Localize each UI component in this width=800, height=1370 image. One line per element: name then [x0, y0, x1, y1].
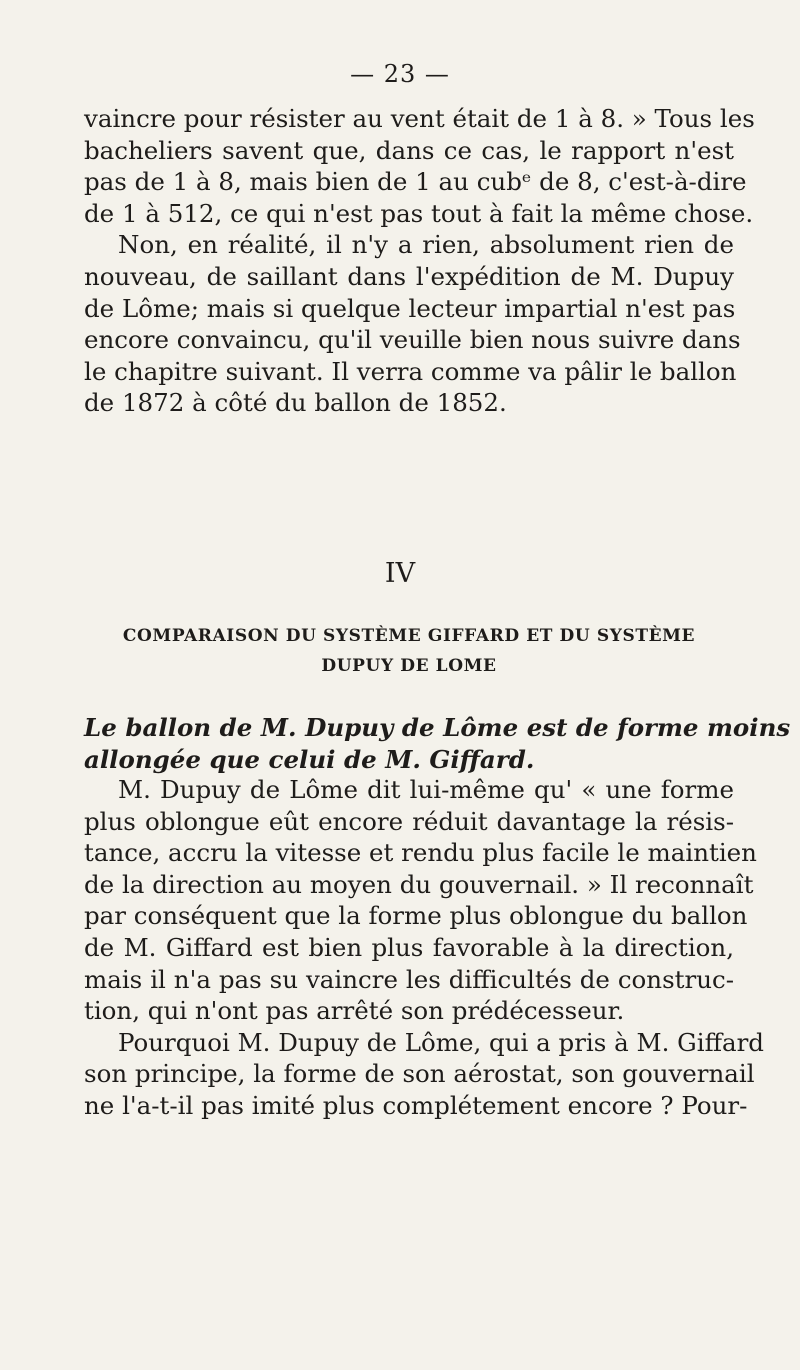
text-line: pas de 1 à 8, mais bien de 1 au cubᵉ de 8, c'est-à-dire — [84, 167, 747, 197]
text-line: nouveau, de saillant dans l'expédition de M. Dupuy — [84, 261, 734, 291]
text-line: bacheliers savent que, dans ce cas, le rapport n'est — [84, 135, 734, 165]
chapter-title-continued: DUPUY DE LOME — [321, 656, 497, 676]
summary-line: Le ballon de M. Dupuy de Lôme est de forme moins — [84, 713, 791, 742]
text-line: tance, accru la vitesse et rendu plus facile le maintien — [84, 838, 757, 868]
text-line: de Lôme; mais si quelque lecteur impartial n'est pas — [84, 293, 736, 323]
paragraph-body — [84, 774, 764, 1122]
text-line: de 1872 à côté du ballon de 1852. — [84, 388, 507, 418]
text-line: vaincre pour résister au vent était de 1 à 8. » Tous les — [84, 104, 755, 133]
summary-line: allongée que celui de M. Giffard. — [84, 744, 535, 774]
text-line: par conséquent que la forme plus oblongue du ballon — [84, 901, 748, 931]
chapter-title: COMPARAISON DU SYSTÈME GIFFARD ET DU SYSTÈME — [122, 626, 696, 646]
text-line: M. Dupuy de Lôme dit lui-même qu' « une forme — [118, 775, 734, 804]
text-line: mais il n'a pas su vaincre les difficultés de construc- — [84, 964, 734, 994]
text-line: son principe, la forme de son aérostat, son gouvernail — [84, 1059, 755, 1089]
text-line: de M. Giffard est bien plus favorable à la direction, — [84, 932, 734, 962]
page-number: — 23 — — [350, 60, 450, 88]
text-line: de 1 à 512, ce qui n'est pas tout à fait la même chose. — [84, 198, 754, 228]
text-line: ne l'a-t-il pas imité plus complétement encore ? Pour- — [84, 1090, 748, 1120]
chapter-number: IV — [384, 558, 416, 589]
text-line: Non, en réalité, il n'y a rien, absolument rien de — [118, 230, 734, 260]
text-line: tion, qui n'ont pas arrêté son prédécesseur. — [84, 996, 625, 1026]
text-line: de la direction au moyen du gouvernail. » Il reconnaît — [84, 869, 754, 899]
text-line: Pourquoi M. Dupuy de Lôme, qui a pris à M. Giffard — [118, 1027, 764, 1057]
paragraph-opening — [84, 103, 755, 419]
chapter-summary — [84, 712, 791, 775]
text-line: le chapitre suivant. Il verra comme va pâlir le ballon — [84, 356, 737, 386]
text-line: plus oblongue eût encore réduit davantage la résis- — [84, 806, 734, 836]
text-line: encore convaincu, qu'il veuille bien nous suivre dans — [84, 325, 741, 355]
